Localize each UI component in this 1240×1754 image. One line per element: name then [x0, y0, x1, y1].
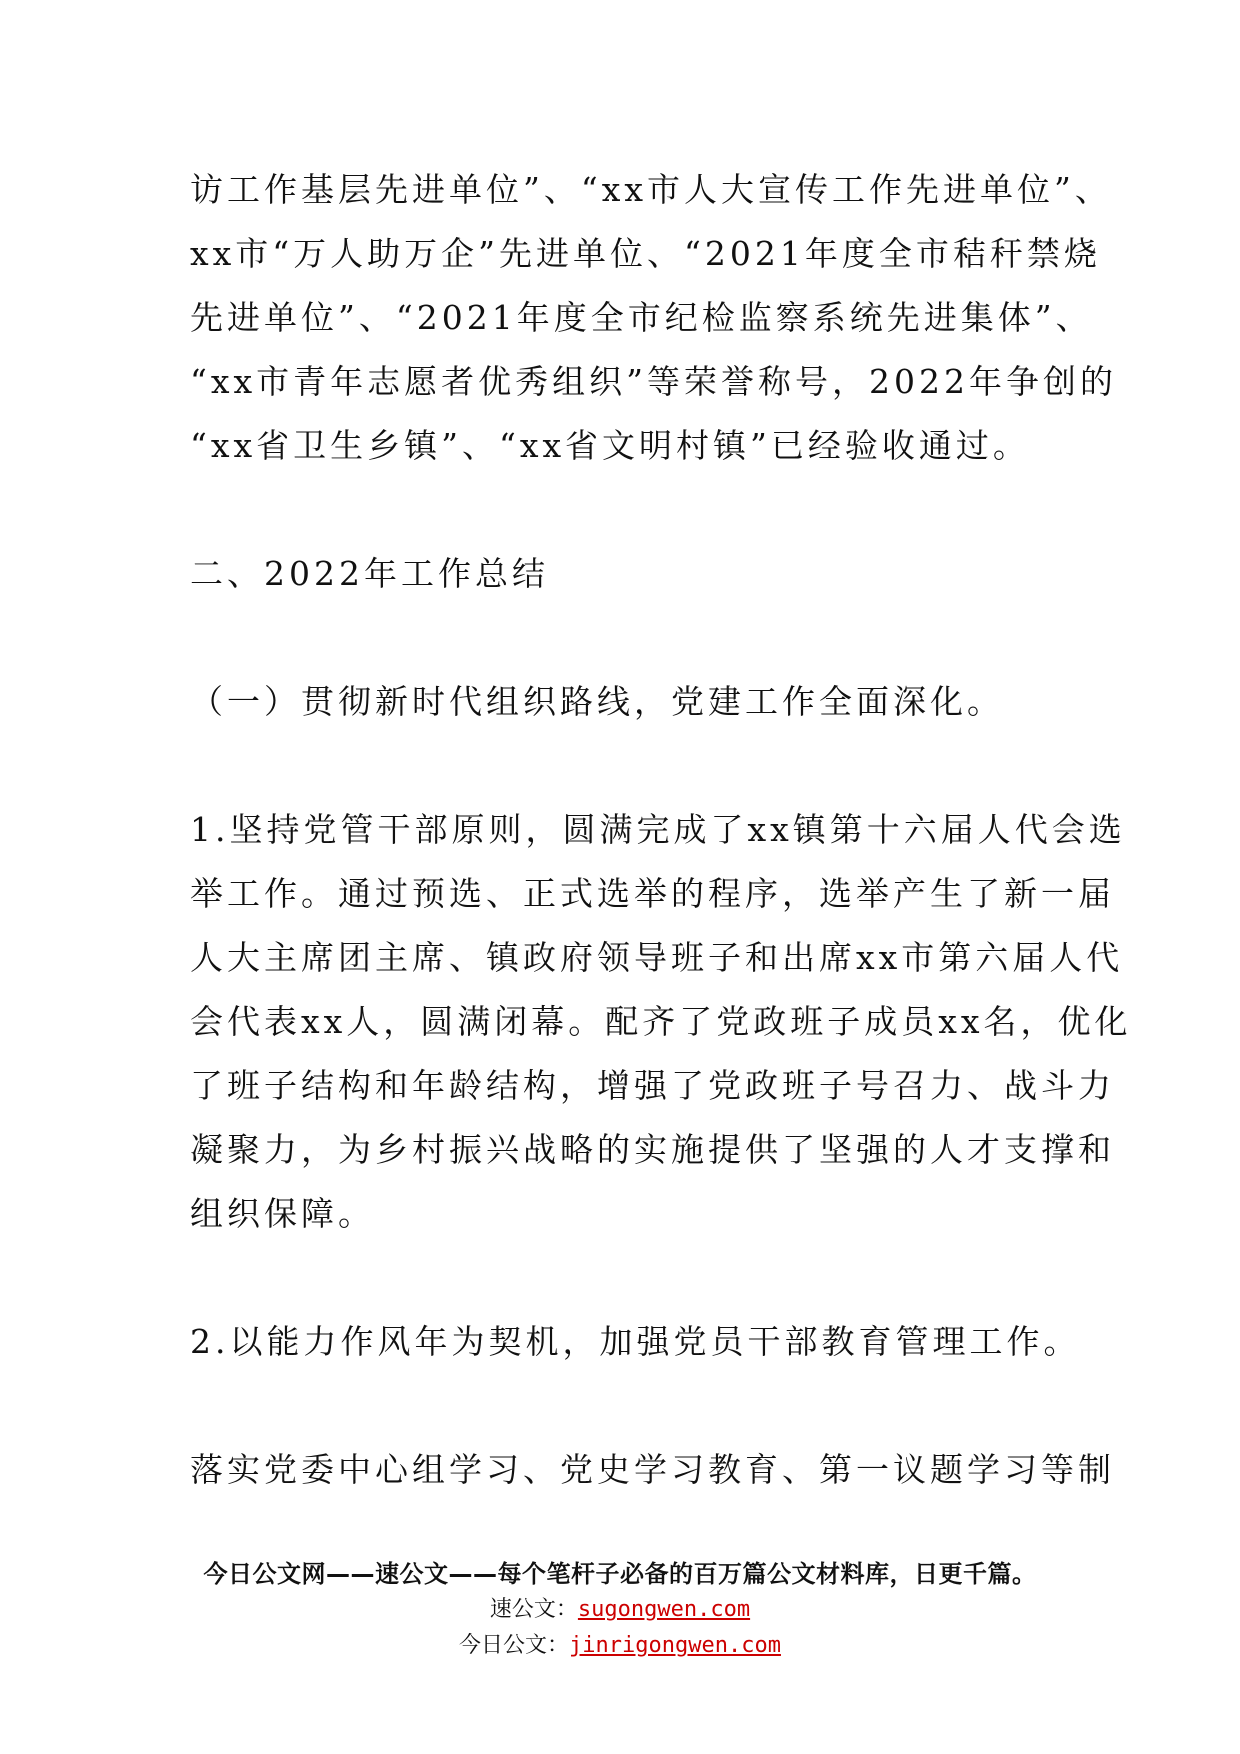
text-line: 1.坚持党管干部原则，圆满完成了xx镇第十六届人代会选	[190, 810, 1126, 849]
footer-link-row-jinrigongwen	[0, 1628, 1240, 1664]
paragraph-item-2	[190, 1310, 1081, 1374]
page-footer	[0, 1556, 1240, 1664]
text-line: 了班子结构和年龄结构，增强了党政班子号召力、战斗力	[190, 1066, 1115, 1105]
sugongwen-link[interactable]: sugongwen.com	[577, 1597, 751, 1622]
text-line: 先进单位”、“2021年度全市纪检监察系统先进集体”、	[190, 298, 1093, 337]
text-line: xx市“万人助万企”先进单位、“2021年度全市秸秆禁烧	[190, 234, 1101, 273]
text-line: 人大主席团主席、镇政府领导班子和出席xx市第六届人代	[190, 938, 1124, 977]
paragraph-spacer	[190, 1246, 1060, 1310]
paragraph-spacer	[190, 606, 1060, 670]
text-line: 落实党委中心组学习、党史学习教育、第一议题学习等制	[190, 1450, 1115, 1489]
text-line: 凝聚力，为乡村振兴战略的实施提供了坚强的人才支撑和	[190, 1130, 1115, 1169]
paragraph-study	[190, 1438, 1115, 1502]
subsection-heading	[190, 670, 1060, 734]
text-line: “xx省卫生乡镇”、“xx省文明村镇”已经验收通过。	[190, 426, 1030, 465]
footer-link-label: 速公文：	[489, 1597, 578, 1622]
paragraph-honors	[190, 158, 1117, 478]
paragraph-spacer	[190, 1374, 1060, 1438]
section-heading-text: 二、2022年工作总结	[190, 554, 549, 593]
text-line: 2.以能力作风年为契机，加强党员干部教育管理工作。	[190, 1322, 1081, 1361]
footer-tagline: 今日公文网——速公文——每个笔杆子必备的百万篇公文材料库，日更千篇。	[203, 1560, 1037, 1588]
subsection-heading-text: （一）贯彻新时代组织路线，党建工作全面深化。	[190, 682, 1004, 721]
text-line: 访工作基层先进单位”、“xx市人大宣传工作先进单位”、	[190, 170, 1112, 209]
text-line: 举工作。通过预选、正式选举的程序，选举产生了新一届	[190, 874, 1115, 913]
paragraph-spacer	[190, 734, 1060, 798]
text-line: “xx市青年志愿者优秀组织”等荣誉称号，2022年争创的	[190, 362, 1117, 401]
jinrigongwen-link[interactable]: jinrigongwen.com	[569, 1633, 781, 1658]
section-heading	[190, 542, 1060, 606]
footer-link-label: 今日公文：	[459, 1633, 570, 1658]
footer-link-row-sugongwen	[0, 1592, 1240, 1628]
text-line: 会代表xx人，圆满闭幕。配齐了党政班子成员xx名，优化	[190, 1002, 1132, 1041]
paragraph-item-1	[190, 798, 1132, 1246]
text-line: 组织保障。	[190, 1194, 375, 1233]
paragraph-spacer	[190, 478, 1060, 542]
document-body	[190, 158, 1132, 1502]
